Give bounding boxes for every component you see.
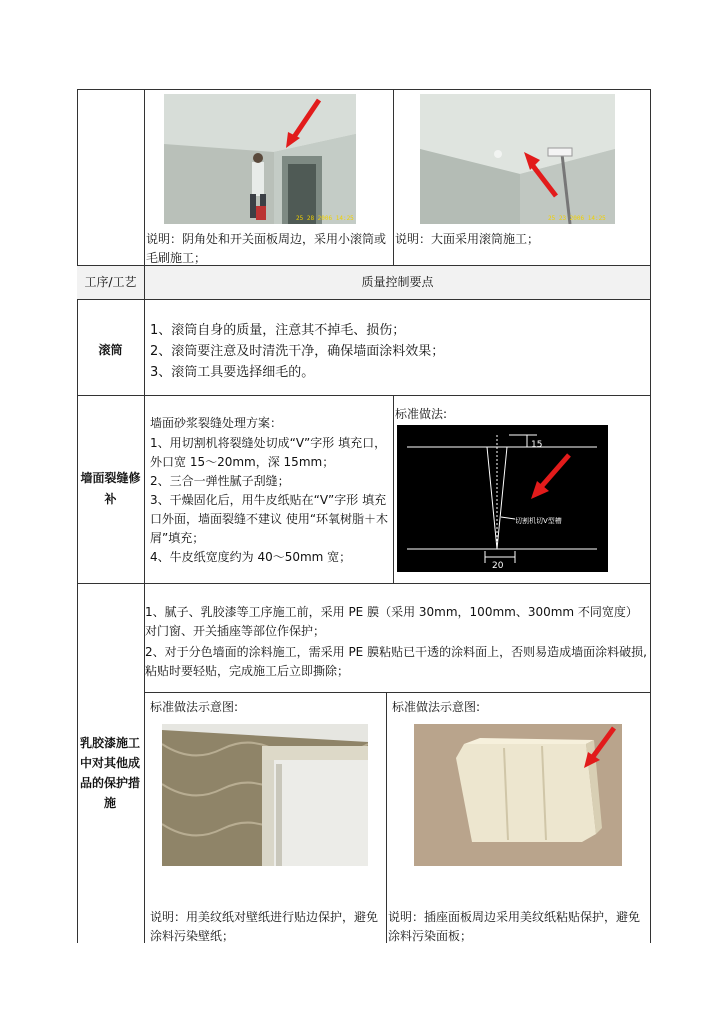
label-protection: 乳胶漆施工中对其他成品的保护措施: [79, 736, 140, 810]
list-item: 3、滚筒工具要选择细毛的。: [150, 365, 315, 380]
list-item: 1、滚筒自身的质量，注意其不掉毛、损伤；: [150, 323, 406, 338]
photo-timestamp: 25 28 2006 14:25: [296, 215, 354, 222]
photo-timestamp: 25 23 2006 14:25: [548, 215, 606, 222]
list-item: 2、三合一弹性腻子刮缝；: [150, 474, 290, 488]
diagram-note: 切割机切V型槽: [515, 517, 562, 525]
photo-painter-corner: [164, 94, 356, 224]
table-border-right: [650, 89, 651, 943]
row1-divider: [393, 89, 394, 265]
row1-right-caption: 说明：大面采用滚筒施工；: [395, 232, 540, 246]
list-item: 1、用切割机将裂缝处切成“V”字形 填充口，外口宽 15～20mm，深 15mm；: [150, 436, 387, 469]
list-item: 2、滚筒要注意及时清洗干净，确保墙面涂料效果；: [150, 344, 445, 359]
crack-title: 墙面砂浆裂缝处理方案：: [150, 416, 283, 430]
protect-left-caption: 说明：用美纹纸对壁纸进行贴边保护，避免涂料污染壁纸；: [150, 910, 379, 943]
row1-left-caption: 说明：阴角处和开关面板周边，采用小滚筒或毛刷施工；: [146, 232, 387, 265]
header-quality-points: 质量控制要点: [361, 275, 434, 289]
label-roller: 滚筒: [98, 343, 123, 357]
crack-standard-label: 标准做法:: [395, 407, 448, 421]
row-divider: [144, 692, 650, 693]
row-divider: [77, 299, 650, 300]
column-divider: [144, 89, 145, 943]
row-divider: [77, 395, 650, 396]
protect-para-2: 2、对于分色墙面的涂料施工，需采用 PE 膜粘贴已干透的涂料面上，否则易造成墙面涂料破损,粘贴时要轻贴，完成施工后立即撕除；: [145, 645, 647, 678]
diagram-dim-depth: 15: [531, 440, 543, 450]
protect-divider: [386, 692, 387, 943]
photo-roller-ceiling: [420, 94, 615, 224]
protect-left-std-label: 标准做法示意图:: [150, 700, 239, 714]
header-process: 工序/工艺: [84, 275, 137, 289]
photo-wallpaper-tape: [162, 724, 368, 866]
v-groove-diagram: [397, 425, 608, 572]
roller-list: [150, 320, 640, 383]
protect-para-1: 1、腻子、乳胶漆等工序施工前，采用 PE 膜（采用 30mm，100mm、300mm 不同宽度）对门窗、开关插座等部位作保护；: [145, 605, 638, 638]
photo-socket-tape: [414, 724, 622, 866]
diagram-dim-width: 20: [492, 561, 504, 571]
crack-list: [150, 434, 392, 567]
table-border-left: [77, 89, 78, 943]
label-crack-repair: 墙面裂缝修补: [80, 471, 141, 506]
row-divider: [77, 583, 650, 584]
protect-right-caption: 说明：插座面板周边采用美纹纸粘贴保护，避免涂料污染面板；: [388, 910, 641, 943]
crack-divider: [393, 395, 394, 583]
list-item: 3、干燥固化后，用牛皮纸贴在“V”字形 填充口外面，墙面裂缝不建议 使用“环氧树脂＋木屑”填充；: [150, 493, 389, 545]
list-item: 4、牛皮纸宽度约为 40～50mm 宽；: [150, 550, 352, 564]
protect-right-std-label: 标准做法示意图:: [392, 700, 481, 714]
table-border-top: [77, 89, 650, 90]
